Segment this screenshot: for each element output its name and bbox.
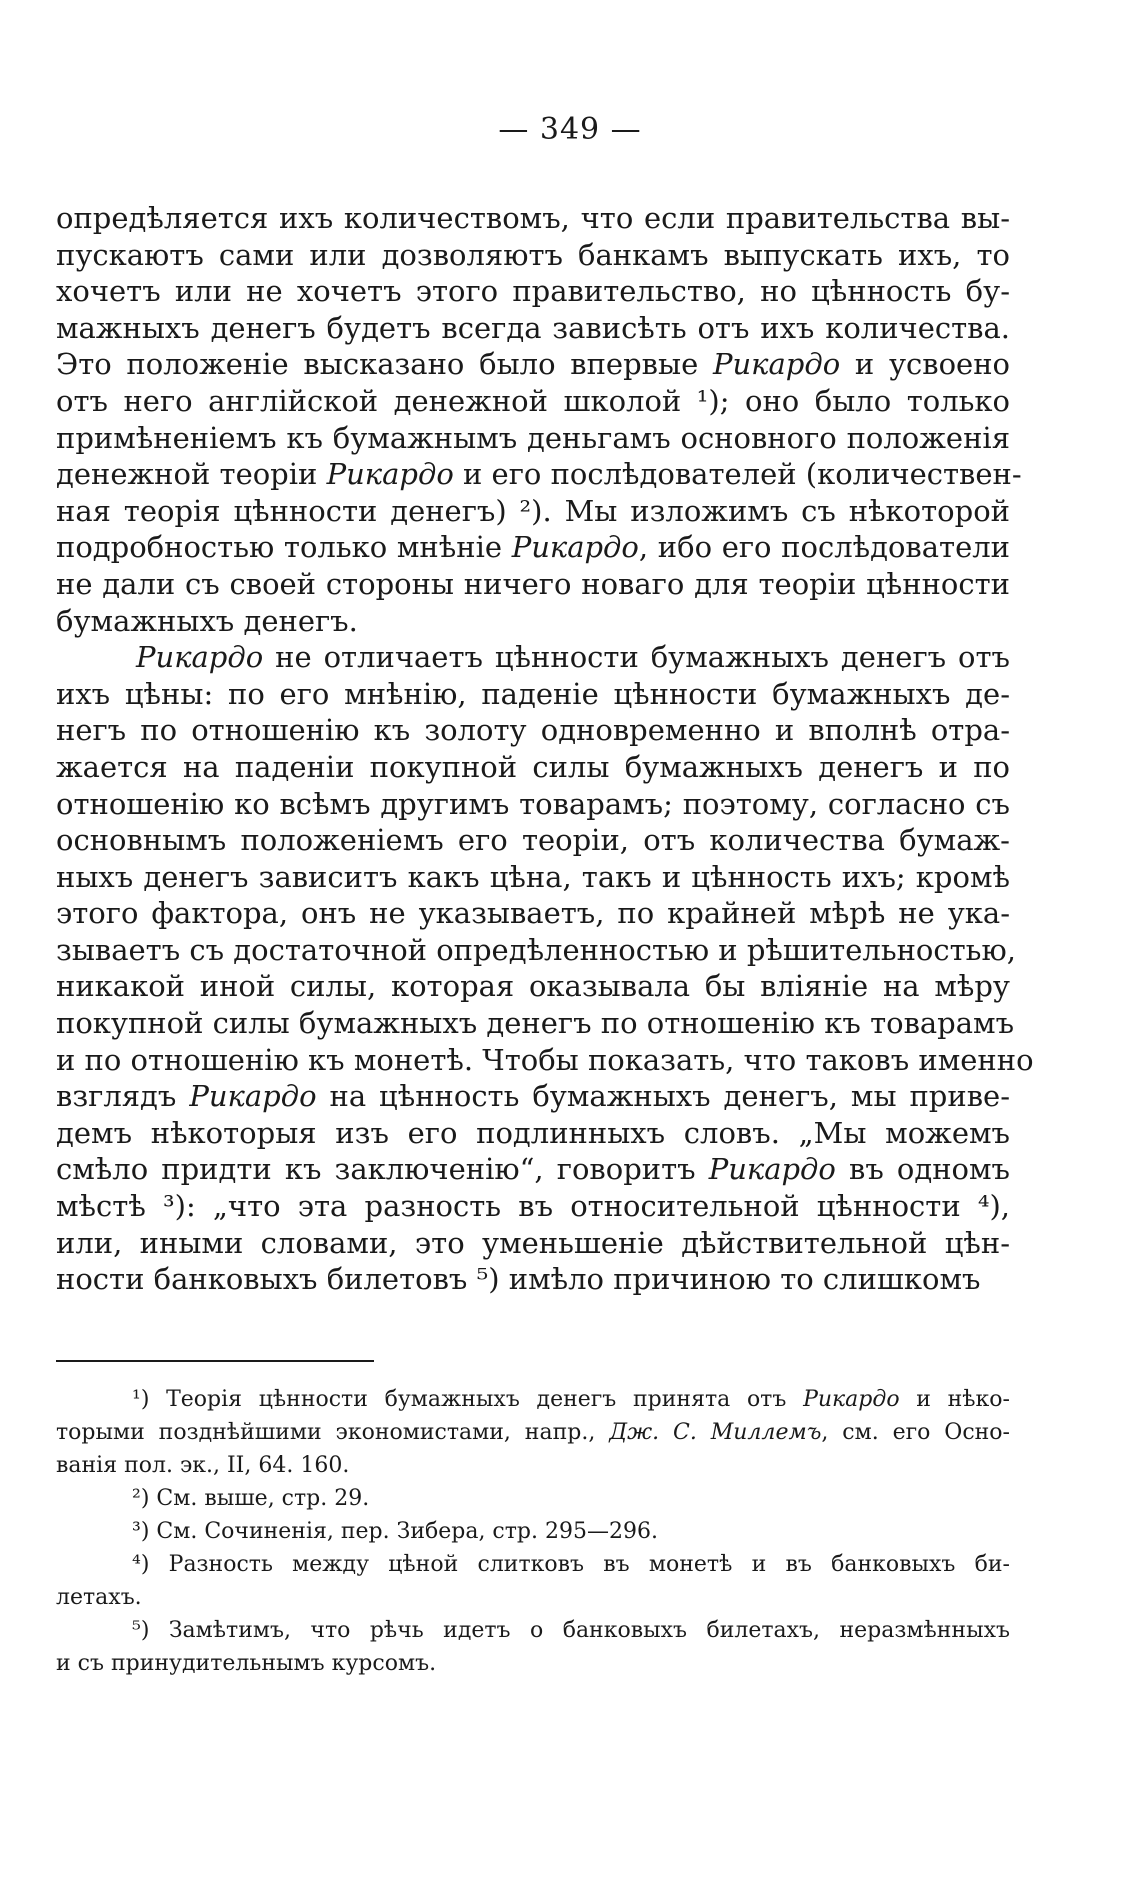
- footnote-separator: [56, 1360, 374, 1362]
- page-number: — 349 —: [498, 112, 642, 147]
- text-line: мѣстѣ ³): „что эта разность въ относительной цѣнности ⁴),: [56, 1189, 1010, 1224]
- italic-name: Рикардо: [136, 640, 264, 675]
- main-text: [56, 200, 1034, 1298]
- text-line: Рикардо не отличаетъ цѣнности бумажныхъ денегъ отъ: [136, 640, 1010, 675]
- footnote-line: и съ принудительнымъ курсомъ.: [56, 1651, 437, 1676]
- text-line: ихъ цѣны: по его мнѣнію, паденіе цѣнности бумажныхъ де-: [56, 676, 1010, 711]
- text-line: Это положеніе высказано было впервые Рикардо и усвоено: [56, 347, 1011, 382]
- paragraph-2: [56, 639, 1034, 1298]
- footnote-line: ²) См. выше, стр. 29.: [132, 1486, 370, 1511]
- text-line: покупной силы бумажныхъ денегъ по отношенію къ товарамъ: [56, 1006, 1015, 1041]
- text-line: зываетъ съ достаточной опредѣленностью и рѣшительностью,: [56, 932, 1016, 967]
- text-line: примѣненіемъ къ бумажнымъ деньгамъ основного положенія: [56, 420, 1010, 455]
- text-line: бумажныхъ денегъ.: [56, 603, 358, 638]
- text-line: отъ него англійской денежной школой ¹); оно было только: [56, 383, 1010, 418]
- footnote-line: ванія пол. эк., II, 64. 160.: [56, 1453, 350, 1478]
- italic-name: Рикардо: [803, 1387, 900, 1412]
- text-line: этого фактора, онъ не указываетъ, по крайней мѣрѣ не ука-: [56, 896, 1010, 931]
- footnote-line: ³) См. Сочиненія, пер. Зибера, стр. 295—296.: [132, 1519, 658, 1544]
- footnote-line: ⁵) Замѣтимъ, что рѣчь идетъ о банковыхъ билетахъ, неразмѣнныхъ: [132, 1618, 1010, 1643]
- italic-name: Дж. С. Миллемъ: [609, 1420, 822, 1445]
- text-line: негъ по отношенію къ золоту одновременно и вполнѣ отра-: [56, 713, 1010, 748]
- text-line: опредѣляется ихъ количествомъ, что если правительства вы-: [56, 201, 1010, 235]
- text-line: и по отношенію къ монетѣ. Чтобы показать, что таковъ именно: [56, 1042, 1034, 1077]
- text-line: ности банковыхъ билетовъ ⁵) имѣло причиною то слишкомъ: [56, 1262, 981, 1297]
- text-line: никакой иной силы, которая оказывала бы вліяніе на мѣру: [56, 969, 1010, 1004]
- text-line: пускаютъ сами или дозволяютъ банкамъ выпускать ихъ, то: [56, 237, 1010, 272]
- text-line: взглядъ Рикардо на цѣнность бумажныхъ денегъ, мы приве-: [56, 1079, 1010, 1114]
- italic-name: Рикардо: [511, 530, 639, 565]
- footnote-line: ⁴) Разность между цѣной слитковъ въ монетѣ и въ банковыхъ би-: [132, 1552, 1010, 1577]
- text-line: или, иными словами, это уменьшеніе дѣйствительной цѣн-: [56, 1225, 1010, 1260]
- italic-name: Рикардо: [189, 1079, 317, 1114]
- italic-name: Рикардо: [708, 1152, 836, 1187]
- footnote-line: летахъ.: [56, 1585, 142, 1610]
- text-line: подробностью только мнѣніе Рикардо, ибо его послѣдователи: [56, 530, 1010, 565]
- text-line: демъ нѣкоторыя изъ его подлинныхъ словъ. „Мы можемъ: [56, 1115, 1010, 1150]
- text-line: денежной теоріи Рикардо и его послѣдователей (количествен-: [56, 457, 1022, 492]
- text-line: основнымъ положеніемъ его теоріи, отъ количества бумаж-: [56, 823, 1010, 858]
- footnotes: [56, 1383, 1010, 1680]
- text-line: ныхъ денегъ зависитъ какъ цѣна, такъ и цѣнность ихъ; кромѣ: [56, 859, 1010, 894]
- footnote-line: ¹) Теорія цѣнности бумажныхъ денегъ принята отъ Рикардо и нѣко-: [132, 1387, 1010, 1412]
- text-line: мажныхъ денегъ будетъ всегда зависѣть отъ ихъ количества.: [56, 310, 1010, 345]
- paragraph-1: [56, 200, 1022, 639]
- text-line: отношенію ко всѣмъ другимъ товарамъ; поэтому, согласно съ: [56, 786, 1010, 821]
- text-line: жается на паденіи покупной силы бумажныхъ денегъ и по: [56, 749, 1010, 784]
- text-line: ная теорія цѣнности денегъ) ²). Мы изложимъ съ нѣкоторой: [56, 493, 1010, 528]
- text-line: не дали съ своей стороны ничего новаго для теоріи цѣнности: [56, 566, 1010, 601]
- footnote-line: торыми позднѣйшими экономистами, напр., Дж. С. Миллемъ, см. его Осно-: [56, 1420, 1010, 1445]
- italic-name: Рикардо: [326, 457, 454, 492]
- text-line: смѣло придти къ заключенію“, говоритъ Рикардо въ одномъ: [56, 1152, 1010, 1187]
- text-line: хочетъ или не хочетъ этого правительство, но цѣнность бу-: [56, 274, 1010, 309]
- italic-name: Рикардо: [712, 347, 841, 382]
